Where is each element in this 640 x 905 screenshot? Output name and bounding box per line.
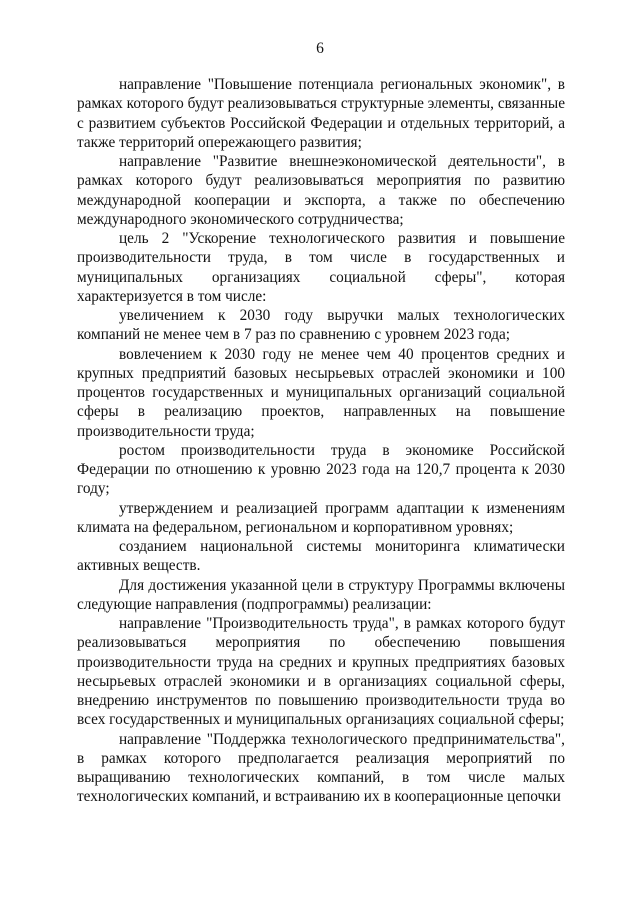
paragraph-climate-adaptation: утверждением и реализацией программ адаптации к изменениям климата на федеральном, региональном и корпоративном уровнях; (77, 499, 565, 536)
paragraph-goal-2: цель 2 "Ускорение технологического развития и повышение производительности труда, в том числе в государственных и муниципальных организациях социальной сферы", которая характеризуется в том числе: (77, 230, 565, 305)
paragraph-regional-economies: направление "Повышение потенциала региональных экономик", в рамках которого будут реализовываться структурные элементы, связанные с развитием субъектов Российской Федерации и отдельных территорий, а также территорий опережающего развития; (77, 76, 565, 151)
paragraph-foreign-economic-activity: направление "Развитие внешнеэкономической деятельности", в рамках которого будут реализовываться мероприятия по развитию международной кооперации и экспорта, а также по обеспечению международного экономического сотрудничества; (77, 153, 565, 228)
paragraph-small-tech-revenue: увеличением к 2030 году выручки малых технологических компаний не менее чем в 7 раз по сравнению с уровнем 2023 года; (77, 307, 565, 344)
paragraph-tech-entrepreneurship: направление "Поддержка технологического предпринимательства", в рамках которого предполагается реализация мероприятий по выращиванию технологических компаний, в том числе малых технологических компаний, и встраиванию их в кооперационные цепочки (77, 730, 565, 806)
paragraph-labor-productivity: направление "Производительность труда", в рамках которого будут реализовываться мероприятия по обеспечению повышения производительности труда на средних и крупных предприятиях базовых несырьевых отраслей экономики и в организациях социальной сферы, внедрению инструментов по повышению производительности труда во всех государственных и муниципальных организациях социальной сферы; (77, 615, 565, 729)
paragraph-enterprise-involvement: вовлечением к 2030 году не менее чем 40 процентов средних и крупных предприятий базовых несырьевых отраслей экономики и 100 процентов государственных и муниципальных организаций социальной сферы в реализацию проектов, направленных на повышение производительности труда; (77, 345, 565, 440)
paragraph-subprograms-intro: Для достижения указанной цели в структуру Программы включены следующие направления (подпрограммы) реализации: (77, 576, 565, 613)
paragraph-productivity-growth: ростом производительности труда в экономике Российской Федерации по отношению к уровню 2023 года на 120,7 процента к 2030 году; (77, 441, 565, 498)
document-body (77, 75, 565, 807)
paragraph-climate-monitoring: созданием национальной системы мониторинга климатически активных веществ. (77, 538, 565, 575)
page-number: 6 (316, 40, 324, 57)
